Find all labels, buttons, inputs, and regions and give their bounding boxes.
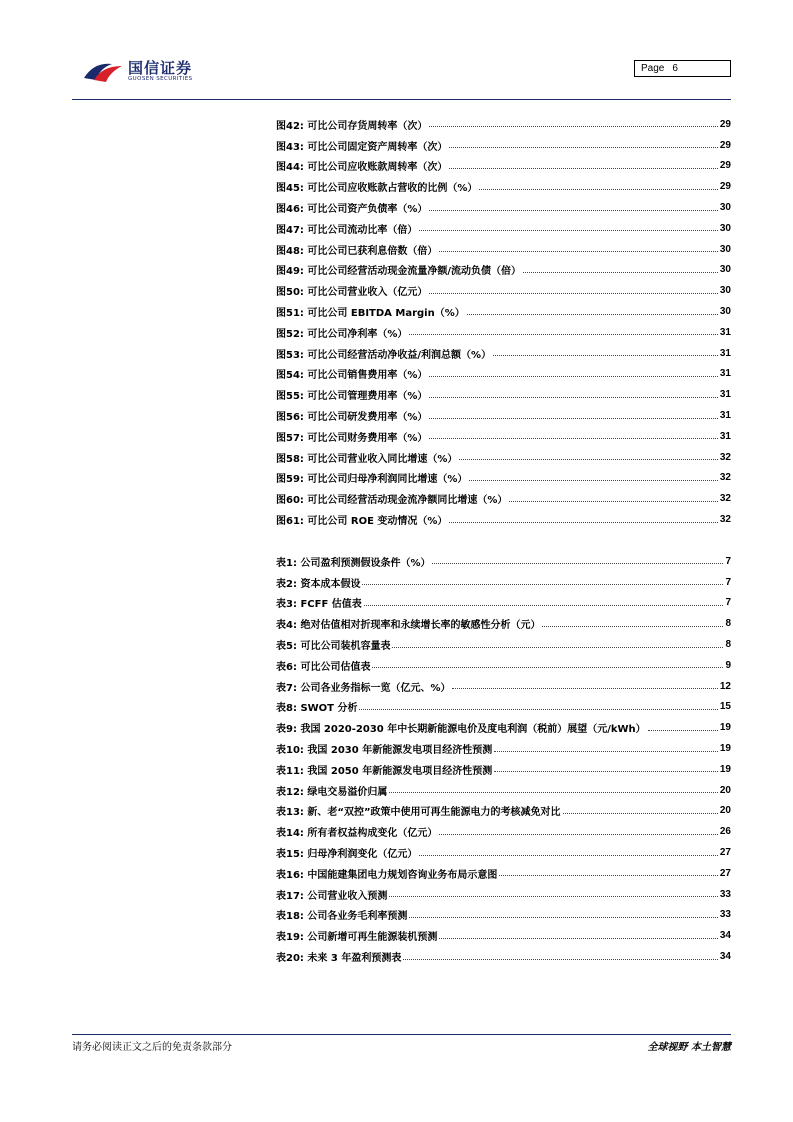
entry-page-number: 26 [719, 826, 731, 838]
figure-entry[interactable] [276, 301, 731, 322]
figure-entry[interactable] [276, 176, 731, 197]
entry-page-number: 30 [719, 243, 731, 255]
entry-label: 表5: 可比公司装机容量表 [276, 641, 391, 653]
entry-label: 图58: 可比公司营业收入同比增速（%） [276, 453, 458, 465]
figure-entry[interactable] [276, 364, 731, 385]
header-divider [72, 99, 731, 100]
entry-page-number: 32 [719, 451, 731, 463]
table-entry[interactable] [276, 551, 731, 572]
figure-entry[interactable] [276, 384, 731, 405]
entry-page-number: 30 [719, 306, 731, 318]
dot-leader [469, 479, 717, 481]
entry-label: 表6: 可比公司估值表 [276, 661, 371, 673]
table-entry[interactable] [276, 717, 731, 738]
figure-entry[interactable] [276, 218, 731, 239]
entry-label: 图42: 可比公司存货周转率（次） [276, 120, 428, 132]
entry-label: 图53: 可比公司经营活动净收益/利润总额（%） [276, 349, 492, 361]
table-entry[interactable] [276, 697, 731, 718]
entry-label: 图48: 可比公司已获利息倍数（倍） [276, 245, 438, 257]
logo-english-name: GUOSEN SECURITIES [128, 76, 193, 82]
table-entry[interactable] [276, 613, 731, 634]
entry-label: 图54: 可比公司销售费用率（%） [276, 370, 428, 382]
dot-leader [429, 417, 717, 419]
entry-label: 图46: 可比公司资产负债率（%） [276, 204, 428, 216]
entry-page-number: 19 [719, 763, 731, 775]
dot-leader [494, 750, 718, 752]
entry-page-number: 29 [719, 160, 731, 172]
entry-label: 表16: 中国能建集团电力规划咨询业务布局示意图 [276, 869, 498, 881]
entry-label: 表13: 新、老“双控”政策中使用可再生能源电力的考核减免对比 [276, 807, 561, 819]
entry-page-number: 34 [719, 930, 731, 942]
entry-label: 图47: 可比公司流动比率（倍） [276, 224, 418, 236]
table-entry[interactable] [276, 925, 731, 946]
entry-label: 图59: 可比公司归母净利润同比增速（%） [276, 474, 468, 486]
entry-page-number: 29 [719, 118, 731, 130]
table-entry[interactable] [276, 884, 731, 905]
entry-label: 表17: 公司营业收入预测 [276, 890, 388, 902]
entry-label: 表19: 公司新增可再生能源装机预测 [276, 932, 438, 944]
entry-label: 图49: 可比公司经营活动现金流量净额/流动负债（倍） [276, 266, 522, 278]
dot-leader [403, 958, 718, 960]
dot-leader [432, 562, 723, 564]
dot-leader [409, 333, 717, 335]
table-entry[interactable] [276, 780, 731, 801]
footer-disclaimer: 请务必阅读正文之后的免责条款部分 [72, 1042, 232, 1053]
entry-label: 图60: 可比公司经营活动现金流净额同比增速（%） [276, 495, 508, 507]
entry-label: 图61: 可比公司 ROE 变动情况（%） [276, 516, 448, 528]
entry-page-number: 33 [719, 909, 731, 921]
entry-label: 表4: 绝对估值相对折现率和永续增长率的敏感性分析（元） [276, 620, 541, 632]
footer-slogan: 全球视野 本土智慧 [647, 1042, 731, 1053]
entry-label: 表11: 我国 2050 年新能源发电项目经济性预测 [276, 765, 493, 777]
page-label: Page [641, 63, 665, 74]
dot-leader [493, 354, 718, 356]
table-entry[interactable] [276, 905, 731, 926]
dot-leader [419, 854, 717, 856]
table-entry[interactable] [276, 759, 731, 780]
table-entry[interactable] [276, 572, 731, 593]
figure-entry[interactable] [276, 197, 731, 218]
entry-page-number: 30 [719, 222, 731, 234]
dot-leader [392, 646, 723, 648]
figure-entry[interactable] [276, 509, 731, 530]
entry-label: 表3: FCFF 估值表 [276, 599, 362, 611]
table-entry[interactable] [276, 655, 731, 676]
entry-page-number: 31 [719, 410, 731, 422]
dot-leader [439, 833, 717, 835]
table-entry[interactable] [276, 821, 731, 842]
figure-entry[interactable] [276, 426, 731, 447]
entry-label: 图50: 可比公司营业收入（亿元） [276, 287, 428, 299]
entry-page-number: 31 [719, 326, 731, 338]
entry-label: 图45: 可比公司应收账款占营收的比例（%） [276, 183, 478, 195]
dot-leader [409, 916, 717, 918]
entry-label: 图44: 可比公司应收账款周转率（次） [276, 162, 448, 174]
entry-label: 表7: 公司各业务指标一览（亿元、%） [276, 682, 451, 694]
entry-page-number: 32 [719, 514, 731, 526]
dot-leader [509, 500, 717, 502]
figure-entry[interactable] [276, 322, 731, 343]
figure-entry[interactable] [276, 239, 731, 260]
dot-leader [542, 625, 723, 627]
entry-label: 表18: 公司各业务毛利率预测 [276, 911, 408, 923]
entry-page-number: 27 [719, 847, 731, 859]
figure-entry[interactable] [276, 343, 731, 364]
table-entry[interactable] [276, 863, 731, 884]
figure-entry[interactable] [276, 156, 731, 177]
table-entry[interactable] [276, 738, 731, 759]
table-entry[interactable] [276, 593, 731, 614]
dot-leader [429, 396, 717, 398]
entry-label: 图52: 可比公司净利率（%） [276, 328, 408, 340]
dot-leader [479, 188, 717, 190]
dot-leader [648, 729, 718, 731]
entry-page-number: 31 [719, 430, 731, 442]
table-list [276, 551, 731, 967]
dot-leader [389, 895, 717, 897]
figure-entry[interactable] [276, 260, 731, 281]
table-entry[interactable] [276, 946, 731, 967]
dot-leader [523, 271, 718, 273]
figure-entry[interactable] [276, 468, 731, 489]
dot-leader [364, 604, 724, 606]
entry-page-number: 32 [719, 472, 731, 484]
dot-leader [459, 458, 717, 460]
dot-leader [439, 937, 717, 939]
entry-label: 图43: 可比公司固定资产周转率（次） [276, 141, 448, 153]
entry-page-number: 34 [719, 951, 731, 963]
entry-page-number: 30 [719, 285, 731, 297]
entry-page-number: 7 [725, 597, 731, 609]
entry-page-number: 7 [725, 555, 731, 567]
entry-page-number: 31 [719, 347, 731, 359]
guosen-logo-icon [82, 58, 126, 84]
entry-page-number: 19 [719, 722, 731, 734]
entry-page-number: 33 [719, 888, 731, 900]
entry-page-number: 31 [719, 389, 731, 401]
dot-leader [467, 313, 718, 315]
figure-list [276, 114, 731, 530]
entry-label: 表14: 所有者权益构成变化（亿元） [276, 828, 438, 840]
logo-chinese-name: 国信证券 [128, 59, 193, 77]
table-entry[interactable] [276, 842, 731, 863]
entry-label: 表20: 未来 3 年盈利预测表 [276, 953, 402, 965]
dot-leader [563, 812, 718, 814]
entry-page-number: 15 [719, 701, 731, 713]
figure-entry[interactable] [276, 280, 731, 301]
page-indicator [634, 60, 731, 77]
dot-leader [439, 250, 717, 252]
dot-leader [449, 146, 717, 148]
figure-entry[interactable] [276, 405, 731, 426]
dot-leader [429, 292, 717, 294]
page-number: 6 [672, 63, 678, 74]
entry-label: 图55: 可比公司管理费用率（%） [276, 391, 428, 403]
entry-label: 表12: 绿电交易溢价归属 [276, 786, 388, 798]
entry-page-number: 27 [719, 867, 731, 879]
entry-page-number: 30 [719, 264, 731, 276]
dot-leader [429, 375, 717, 377]
entry-page-number: 31 [719, 368, 731, 380]
dot-leader [372, 666, 723, 668]
entry-label: 表9: 我国 2020-2030 年中长期新能源电价及度电利润（税前）展望（元/kWh） [276, 724, 646, 736]
entry-label: 表2: 资本成本假设 [276, 578, 361, 590]
dot-leader [429, 125, 717, 127]
entry-page-number: 12 [719, 680, 731, 692]
entry-label: 表15: 归母净利润变化（亿元） [276, 849, 418, 861]
entry-page-number: 19 [719, 743, 731, 755]
entry-label: 表8: SWOT 分析 [276, 703, 358, 715]
table-entry[interactable] [276, 634, 731, 655]
entry-page-number: 29 [719, 181, 731, 193]
entry-page-number: 8 [725, 618, 731, 630]
dot-leader [494, 770, 718, 772]
entry-page-number: 7 [725, 576, 731, 588]
figure-entry[interactable] [276, 114, 731, 135]
guosen-logo [82, 56, 222, 88]
figure-entry[interactable] [276, 488, 731, 509]
entry-label: 图56: 可比公司研发费用率（%） [276, 412, 428, 424]
entry-page-number: 32 [719, 493, 731, 505]
entry-label: 图57: 可比公司财务费用率（%） [276, 432, 428, 444]
entry-label: 表1: 公司盈利预测假设条件（%） [276, 557, 431, 569]
figure-entry[interactable] [276, 135, 731, 156]
entry-page-number: 20 [719, 784, 731, 796]
dot-leader [389, 791, 717, 793]
footer-divider [72, 1034, 731, 1035]
entry-page-number: 29 [719, 139, 731, 151]
entry-label: 图51: 可比公司 EBITDA Margin（%） [276, 308, 465, 320]
table-entry[interactable] [276, 676, 731, 697]
dot-leader [499, 874, 717, 876]
dot-leader [452, 687, 717, 689]
figure-entry[interactable] [276, 447, 731, 468]
entry-label: 表10: 我国 2030 年新能源发电项目经济性预测 [276, 745, 493, 757]
dot-leader [419, 229, 717, 231]
table-entry[interactable] [276, 801, 731, 822]
entry-page-number: 8 [725, 639, 731, 651]
dot-leader [362, 583, 723, 585]
dot-leader [429, 437, 717, 439]
entry-page-number: 9 [725, 659, 731, 671]
dot-leader [429, 209, 717, 211]
dot-leader [449, 521, 717, 523]
dot-leader [449, 167, 717, 169]
dot-leader [359, 708, 717, 710]
entry-page-number: 30 [719, 202, 731, 214]
entry-page-number: 20 [719, 805, 731, 817]
